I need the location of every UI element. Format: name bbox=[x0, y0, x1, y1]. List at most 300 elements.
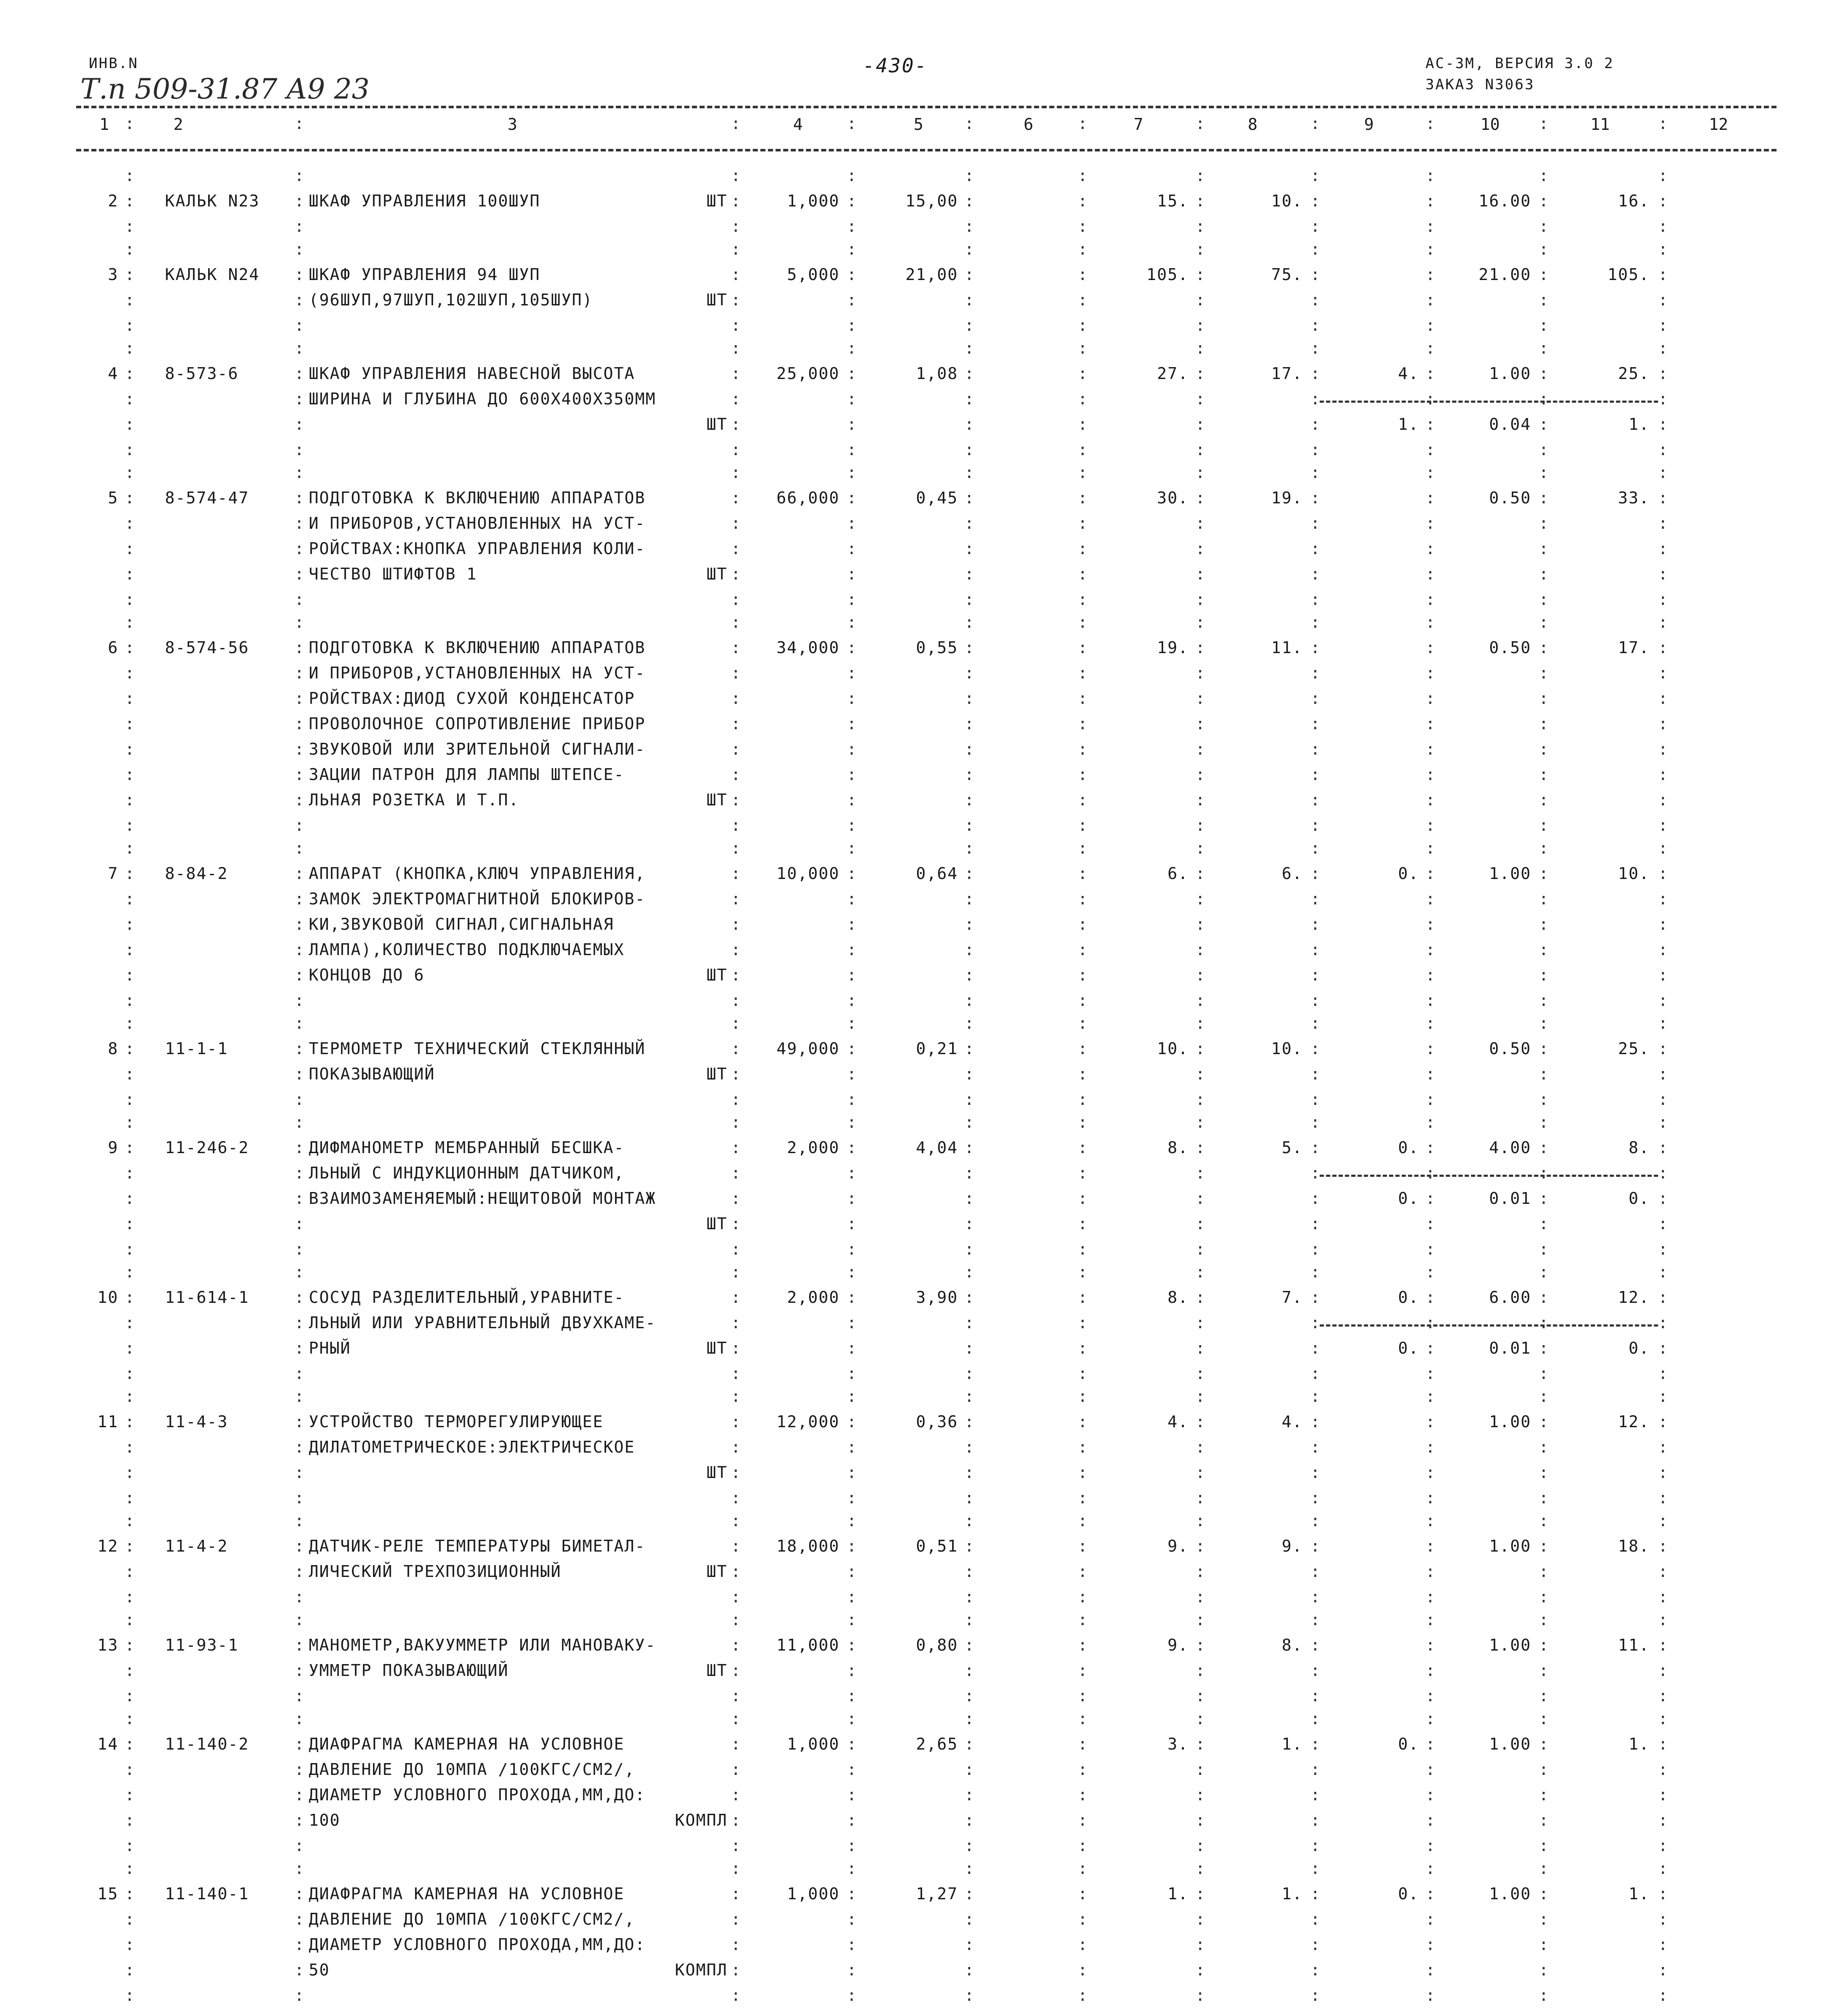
row-separator: : bbox=[1658, 1588, 1668, 1606]
row-separator: : bbox=[1078, 291, 1087, 309]
row-separator: : bbox=[1195, 890, 1205, 908]
column-header-12: 12 bbox=[1709, 115, 1728, 134]
row-separator: : bbox=[1658, 638, 1668, 657]
row-separator: : bbox=[1658, 1811, 1668, 1829]
row-separator: : bbox=[964, 265, 974, 284]
column-header-separator: : bbox=[1425, 114, 1435, 133]
row-separator: : bbox=[964, 1562, 974, 1581]
value-c7: 1. bbox=[1167, 1884, 1189, 1903]
row-separator: : bbox=[964, 740, 974, 758]
row-separator: : bbox=[731, 1463, 741, 1482]
column-header-separator: : bbox=[1195, 114, 1205, 133]
row-separator: : bbox=[1078, 440, 1087, 459]
row-separator: : bbox=[847, 440, 857, 459]
description-line: АППАРАТ (КНОПКА,КЛЮЧ УПРАВЛЕНИЯ, bbox=[309, 864, 646, 883]
row-separator: : bbox=[294, 1489, 304, 1507]
row-separator: : bbox=[847, 1687, 857, 1705]
row-separator: : bbox=[294, 1113, 304, 1132]
row-separator: : bbox=[1539, 166, 1549, 185]
row-separator: : bbox=[1658, 890, 1668, 908]
row-separator: : bbox=[125, 765, 135, 784]
row-separator: : bbox=[1195, 489, 1205, 507]
row-separator: : bbox=[1078, 1138, 1087, 1157]
row-separator: : bbox=[1078, 1709, 1087, 1728]
row-separator: : bbox=[1310, 166, 1320, 185]
value-c9: 0. bbox=[1398, 1138, 1419, 1157]
row-separator: : bbox=[294, 1138, 304, 1157]
row-separator: : bbox=[847, 991, 857, 1010]
row-separator: : bbox=[1425, 1610, 1435, 1629]
row-separator: : bbox=[1195, 1164, 1205, 1182]
description-line: ВЗАИМОЗАМЕНЯЕМЫЙ:НЕЩИТОВОЙ МОНТАЖ bbox=[309, 1189, 656, 1208]
row-separator: : bbox=[847, 1189, 857, 1208]
row-separator: : bbox=[1539, 1610, 1549, 1629]
row-separator: : bbox=[731, 714, 741, 733]
row-separator: : bbox=[1425, 1811, 1435, 1829]
description-line: ДИЛАТОМЕТРИЧЕСКОЕ:ЭЛЕКТРИЧЕСКОЕ bbox=[309, 1438, 635, 1456]
row-separator: : bbox=[731, 1214, 741, 1233]
unit-label: ШТ bbox=[706, 415, 728, 434]
row-separator: : bbox=[1658, 915, 1668, 934]
description-line: 50 bbox=[309, 1961, 330, 1979]
row-separator: : bbox=[1425, 1859, 1435, 1878]
row-separator: : bbox=[294, 1387, 304, 1406]
row-separator: : bbox=[1310, 463, 1320, 482]
row-separator: : bbox=[847, 1364, 857, 1383]
row-separator: : bbox=[847, 1935, 857, 1954]
row-separator: : bbox=[1078, 1463, 1087, 1482]
row-separator: : bbox=[1658, 539, 1668, 558]
row-separator: : bbox=[964, 689, 974, 708]
row-separator: : bbox=[294, 966, 304, 984]
row-separator: : bbox=[1310, 1709, 1320, 1728]
row-separator: : bbox=[1425, 740, 1435, 758]
row-separator: : bbox=[125, 1039, 135, 1058]
row-separator: : bbox=[1195, 864, 1205, 883]
row-separator: : bbox=[1078, 1511, 1087, 1530]
row-separator: : bbox=[1078, 1636, 1087, 1654]
unit-label: ШТ bbox=[706, 192, 728, 210]
row-separator: : bbox=[294, 1511, 304, 1530]
row-separator: : bbox=[1310, 664, 1320, 682]
row-separator: : bbox=[125, 364, 135, 383]
row-separator: : bbox=[1195, 1687, 1205, 1705]
row-separator: : bbox=[1078, 463, 1087, 482]
description-line: ТЕРМОМЕТР ТЕХНИЧЕСКИЙ СТЕКЛЯННЫЙ bbox=[309, 1039, 646, 1058]
value-c7: 6. bbox=[1167, 864, 1189, 883]
row-separator: : bbox=[1195, 514, 1205, 533]
row-separator: : bbox=[1539, 915, 1549, 934]
row-separator: : bbox=[1195, 265, 1205, 284]
row-separator: : bbox=[964, 316, 974, 335]
row-separator: : bbox=[1310, 1661, 1320, 1680]
column-header-11: 11 bbox=[1590, 115, 1610, 134]
row-separator: : bbox=[1078, 339, 1087, 357]
value-c8: 4. bbox=[1282, 1412, 1303, 1431]
row-separator: : bbox=[1195, 1709, 1205, 1728]
row-separator: : bbox=[1078, 1610, 1087, 1629]
row-separator: : bbox=[1425, 1263, 1435, 1281]
row-separator: : bbox=[964, 1339, 974, 1357]
row-separator: : bbox=[1195, 1562, 1205, 1581]
row-separator: : bbox=[1310, 613, 1320, 632]
row-separator: : bbox=[1310, 1138, 1320, 1157]
row-separator: : bbox=[1425, 1661, 1435, 1680]
row-separator: : bbox=[964, 1687, 974, 1705]
row-separator: : bbox=[1658, 1489, 1668, 1507]
unit-label: КОМПЛ bbox=[675, 1811, 728, 1829]
row-separator: : bbox=[731, 166, 741, 185]
unit-label: ШТ bbox=[706, 1463, 728, 1482]
row-separator: : bbox=[847, 1836, 857, 1855]
position-code: 11-140-1 bbox=[165, 1884, 250, 1903]
row-separator: : bbox=[294, 1836, 304, 1855]
sub-value-c10: 0.01 bbox=[1489, 1189, 1531, 1208]
row-separator: : bbox=[847, 1785, 857, 1804]
value-c9: 0. bbox=[1398, 1884, 1419, 1903]
value-c11: 25. bbox=[1618, 364, 1650, 383]
row-separator: : bbox=[294, 166, 304, 185]
row-separator: : bbox=[1425, 489, 1435, 507]
row-separator: : bbox=[1195, 664, 1205, 682]
unit-label: КОМПЛ bbox=[675, 1961, 728, 1979]
row-separator: : bbox=[1310, 1339, 1320, 1357]
row-separator: : bbox=[1078, 1935, 1087, 1954]
row-separator: : bbox=[1658, 1014, 1668, 1033]
row-separator: : bbox=[1658, 1164, 1668, 1182]
row-separator: : bbox=[1425, 1961, 1435, 1979]
row-separator: : bbox=[1078, 1661, 1087, 1680]
row-separator: : bbox=[964, 1313, 974, 1332]
row-separator: : bbox=[731, 1836, 741, 1855]
row-separator: : bbox=[1658, 1263, 1668, 1281]
row-separator: : bbox=[1539, 1240, 1549, 1258]
row-separator: : bbox=[1310, 514, 1320, 533]
system-version: АС-3М, ВЕРСИЯ 3.0 2 bbox=[1425, 55, 1614, 72]
row-separator: : bbox=[964, 1986, 974, 2005]
row-separator: : bbox=[294, 1263, 304, 1281]
row-number: 12 bbox=[97, 1537, 118, 1555]
row-separator: : bbox=[294, 1735, 304, 1753]
row-separator: : bbox=[1658, 364, 1668, 383]
row-separator: : bbox=[964, 638, 974, 657]
value-c7: 9. bbox=[1167, 1537, 1189, 1555]
row-separator: : bbox=[1658, 1189, 1668, 1208]
row-separator: : bbox=[1539, 1537, 1549, 1555]
column-header-3: 3 bbox=[508, 115, 517, 134]
row-separator: : bbox=[1425, 1986, 1435, 2005]
row-separator: : bbox=[847, 1090, 857, 1109]
row-separator: : bbox=[1078, 1836, 1087, 1855]
row-separator: : bbox=[731, 1438, 741, 1456]
row-separator: : bbox=[847, 565, 857, 583]
position-code: 11-1-1 bbox=[165, 1039, 228, 1058]
column-header-separator: : bbox=[964, 114, 974, 133]
row-separator: : bbox=[1658, 1709, 1668, 1728]
value-c11: 11. bbox=[1618, 1636, 1650, 1654]
row-separator: : bbox=[125, 1859, 135, 1878]
row-separator: : bbox=[294, 240, 304, 258]
row-separator: : bbox=[1195, 816, 1205, 835]
row-separator: : bbox=[964, 1014, 974, 1033]
row-separator: : bbox=[847, 1910, 857, 1928]
row-separator: : bbox=[1425, 1014, 1435, 1033]
row-separator: : bbox=[1195, 940, 1205, 959]
row-separator: : bbox=[964, 1636, 974, 1654]
row-separator: : bbox=[1078, 1065, 1087, 1083]
sub-value-c10: 0.01 bbox=[1489, 1339, 1531, 1357]
row-separator: : bbox=[1539, 291, 1549, 309]
row-separator: : bbox=[1425, 1562, 1435, 1581]
row-separator: : bbox=[1425, 364, 1435, 383]
row-separator: : bbox=[1078, 664, 1087, 682]
row-separator: : bbox=[1310, 1489, 1320, 1507]
row-separator: : bbox=[294, 390, 304, 408]
row-separator: : bbox=[1658, 991, 1668, 1010]
row-number: 11 bbox=[97, 1412, 118, 1431]
row-separator: : bbox=[1539, 1661, 1549, 1680]
row-separator: : bbox=[731, 1709, 741, 1728]
row-separator: : bbox=[731, 1138, 741, 1157]
row-separator: : bbox=[1539, 1387, 1549, 1406]
row-separator: : bbox=[731, 339, 741, 357]
row-separator: : bbox=[1078, 1438, 1087, 1456]
description-line: ДАТЧИК-РЕЛЕ ТЕМПЕРАТУРЫ БИМЕТАЛ- bbox=[309, 1537, 646, 1555]
row-separator: : bbox=[1425, 714, 1435, 733]
row-separator: : bbox=[1195, 915, 1205, 934]
row-separator: : bbox=[964, 1935, 974, 1954]
row-separator: : bbox=[1539, 1364, 1549, 1383]
value-c11: 18. bbox=[1618, 1537, 1650, 1555]
row-separator: : bbox=[125, 638, 135, 657]
description-line: ДИАМЕТР УСЛОВНОГО ПРОХОДА,ММ,ДО: bbox=[309, 1935, 646, 1954]
row-separator: : bbox=[964, 890, 974, 908]
position-code: 8-573-6 bbox=[165, 364, 239, 383]
value-c10: 1.00 bbox=[1489, 1735, 1531, 1753]
row-separator: : bbox=[1658, 791, 1668, 809]
row-number: 8 bbox=[108, 1039, 118, 1058]
value-c4: 5,000 bbox=[787, 265, 840, 284]
row-separator: : bbox=[1539, 714, 1549, 733]
row-separator: : bbox=[731, 689, 741, 708]
row-separator: : bbox=[1310, 1588, 1320, 1606]
row-separator: : bbox=[1310, 1636, 1320, 1654]
row-separator: : bbox=[1195, 1313, 1205, 1332]
value-c8: 5. bbox=[1282, 1138, 1303, 1157]
row-separator: : bbox=[1310, 991, 1320, 1010]
row-separator: : bbox=[964, 1039, 974, 1058]
inventory-label: ИНВ.N bbox=[89, 55, 139, 72]
row-separator: : bbox=[125, 1438, 135, 1456]
row-separator: : bbox=[1078, 991, 1087, 1010]
row-separator: : bbox=[731, 1636, 741, 1654]
row-separator: : bbox=[1425, 240, 1435, 258]
row-separator: : bbox=[731, 1489, 741, 1507]
position-code: 11-246-2 bbox=[165, 1138, 250, 1157]
row-separator: : bbox=[1539, 1138, 1549, 1157]
row-separator: : bbox=[847, 613, 857, 632]
value-c5: 0,80 bbox=[916, 1636, 958, 1654]
row-separator: : bbox=[294, 192, 304, 210]
row-separator: : bbox=[1310, 1986, 1320, 2005]
row-separator: : bbox=[1539, 1859, 1549, 1878]
row-separator: : bbox=[847, 463, 857, 482]
column-header-4: 4 bbox=[793, 115, 803, 134]
row-separator: : bbox=[964, 1164, 974, 1182]
row-separator: : bbox=[1425, 1039, 1435, 1058]
unit-label: ШТ bbox=[706, 565, 728, 583]
value-c5: 3,90 bbox=[916, 1288, 958, 1307]
value-c8: 1. bbox=[1282, 1735, 1303, 1753]
row-separator: : bbox=[1539, 1438, 1549, 1456]
row-separator: : bbox=[731, 991, 741, 1010]
row-separator: : bbox=[125, 1735, 135, 1753]
row-separator: : bbox=[1078, 638, 1087, 657]
row-separator: : bbox=[1310, 1687, 1320, 1705]
row-separator: : bbox=[125, 390, 135, 408]
row-separator: : bbox=[1195, 791, 1205, 809]
row-separator: : bbox=[1658, 1562, 1668, 1581]
value-c4: 11,000 bbox=[776, 1636, 840, 1654]
value-c4: 12,000 bbox=[776, 1412, 840, 1431]
row-separator: : bbox=[847, 240, 857, 258]
column-header-separator: : bbox=[1658, 114, 1668, 133]
row-separator: : bbox=[1078, 316, 1087, 335]
row-separator: : bbox=[294, 1588, 304, 1606]
row-separator: : bbox=[1195, 390, 1205, 408]
row-separator: : bbox=[294, 714, 304, 733]
row-separator: : bbox=[731, 1935, 741, 1954]
row-separator: : bbox=[1310, 390, 1320, 408]
row-separator: : bbox=[125, 217, 135, 236]
description-line: ЛИЧЕСКИЙ ТРЕХПОЗИЦИОННЫЙ bbox=[309, 1562, 562, 1581]
value-c10: 16.00 bbox=[1478, 192, 1531, 210]
row-separator: : bbox=[847, 1412, 857, 1431]
description-line: ПОДГОТОВКА К ВКЛЮЧЕНИЮ АППАРАТОВ bbox=[309, 638, 646, 657]
row-separator: : bbox=[1078, 1364, 1087, 1383]
row-separator: : bbox=[1658, 740, 1668, 758]
value-c11: 17. bbox=[1618, 638, 1650, 657]
row-separator: : bbox=[1310, 1364, 1320, 1383]
row-separator: : bbox=[1425, 991, 1435, 1010]
row-separator: : bbox=[1078, 1288, 1087, 1307]
row-separator: : bbox=[1425, 1438, 1435, 1456]
row-separator: : bbox=[1310, 1090, 1320, 1109]
row-separator: : bbox=[1539, 1836, 1549, 1855]
row-separator: : bbox=[1425, 816, 1435, 835]
row-separator: : bbox=[1078, 1859, 1087, 1878]
row-separator: : bbox=[1658, 1313, 1668, 1332]
row-separator: : bbox=[294, 590, 304, 609]
row-separator: : bbox=[125, 1463, 135, 1482]
row-separator: : bbox=[847, 489, 857, 507]
row-separator: : bbox=[1078, 1113, 1087, 1132]
row-separator: : bbox=[847, 415, 857, 434]
row-separator: : bbox=[1078, 1986, 1087, 2005]
row-separator: : bbox=[1195, 1537, 1205, 1555]
row-separator: : bbox=[1658, 265, 1668, 284]
row-separator: : bbox=[1658, 1935, 1668, 1954]
row-separator: : bbox=[1195, 991, 1205, 1010]
row-separator: : bbox=[1310, 1463, 1320, 1482]
row-separator: : bbox=[294, 440, 304, 459]
position-code: 8-574-56 bbox=[165, 638, 250, 657]
row-separator: : bbox=[1195, 1214, 1205, 1233]
row-separator: : bbox=[964, 1884, 974, 1903]
row-separator: : bbox=[1195, 1511, 1205, 1530]
row-separator: : bbox=[731, 1986, 741, 2005]
row-separator: : bbox=[1310, 339, 1320, 357]
row-separator: : bbox=[847, 1039, 857, 1058]
row-separator: : bbox=[1195, 565, 1205, 583]
row-separator: : bbox=[731, 1113, 741, 1132]
row-separator: : bbox=[1078, 1189, 1087, 1208]
row-separator: : bbox=[731, 539, 741, 558]
row-separator: : bbox=[731, 316, 741, 335]
unit-label: ШТ bbox=[706, 1339, 728, 1357]
row-separator: : bbox=[125, 1588, 135, 1606]
row-separator: : bbox=[731, 415, 741, 434]
description-line: ЛЬНЫЙ ИЛИ УРАВНИТЕЛЬНЫЙ ДВУХКАМЕ- bbox=[309, 1313, 656, 1332]
row-separator: : bbox=[1078, 1961, 1087, 1979]
row-separator: : bbox=[964, 1511, 974, 1530]
row-separator: : bbox=[1425, 1339, 1435, 1357]
sub-value-divider bbox=[1320, 1324, 1658, 1327]
row-separator: : bbox=[1658, 1986, 1668, 2005]
row-separator: : bbox=[125, 1935, 135, 1954]
row-separator: : bbox=[1539, 1214, 1549, 1233]
row-separator: : bbox=[125, 1785, 135, 1804]
column-header-separator: : bbox=[847, 114, 857, 133]
row-separator: : bbox=[1195, 1588, 1205, 1606]
row-separator: : bbox=[1078, 565, 1087, 583]
row-separator: : bbox=[847, 1313, 857, 1332]
row-separator: : bbox=[125, 1811, 135, 1829]
row-separator: : bbox=[1658, 514, 1668, 533]
row-separator: : bbox=[1195, 1836, 1205, 1855]
row-separator: : bbox=[731, 514, 741, 533]
row-separator: : bbox=[1658, 415, 1668, 434]
row-separator: : bbox=[1195, 166, 1205, 185]
row-separator: : bbox=[1425, 565, 1435, 583]
row-separator: : bbox=[1539, 1935, 1549, 1954]
row-separator: : bbox=[125, 240, 135, 258]
row-separator: : bbox=[1310, 1240, 1320, 1258]
row-number: 15 bbox=[97, 1884, 118, 1903]
row-separator: : bbox=[125, 291, 135, 309]
row-separator: : bbox=[847, 1588, 857, 1606]
row-separator: : bbox=[1195, 1364, 1205, 1383]
row-separator: : bbox=[1195, 966, 1205, 984]
description-line: СОСУД РАЗДЕЛИТЕЛЬНЫЙ,УРАВНИТЕ- bbox=[309, 1288, 625, 1307]
row-separator: : bbox=[1425, 1687, 1435, 1705]
row-separator: : bbox=[1658, 1511, 1668, 1530]
row-separator: : bbox=[1425, 217, 1435, 236]
row-separator: : bbox=[964, 664, 974, 682]
row-separator: : bbox=[1539, 864, 1549, 883]
row-separator: : bbox=[731, 1164, 741, 1182]
row-separator: : bbox=[731, 1884, 741, 1903]
row-separator: : bbox=[731, 940, 741, 959]
row-separator: : bbox=[1078, 1760, 1087, 1779]
row-separator: : bbox=[1310, 1288, 1320, 1307]
row-separator: : bbox=[125, 565, 135, 583]
description-line: ЧЕСТВО ШТИФТОВ 1 bbox=[309, 565, 478, 583]
row-separator: : bbox=[125, 1836, 135, 1855]
row-separator: : bbox=[847, 864, 857, 883]
row-separator: : bbox=[1658, 1636, 1668, 1654]
row-separator: : bbox=[125, 689, 135, 708]
